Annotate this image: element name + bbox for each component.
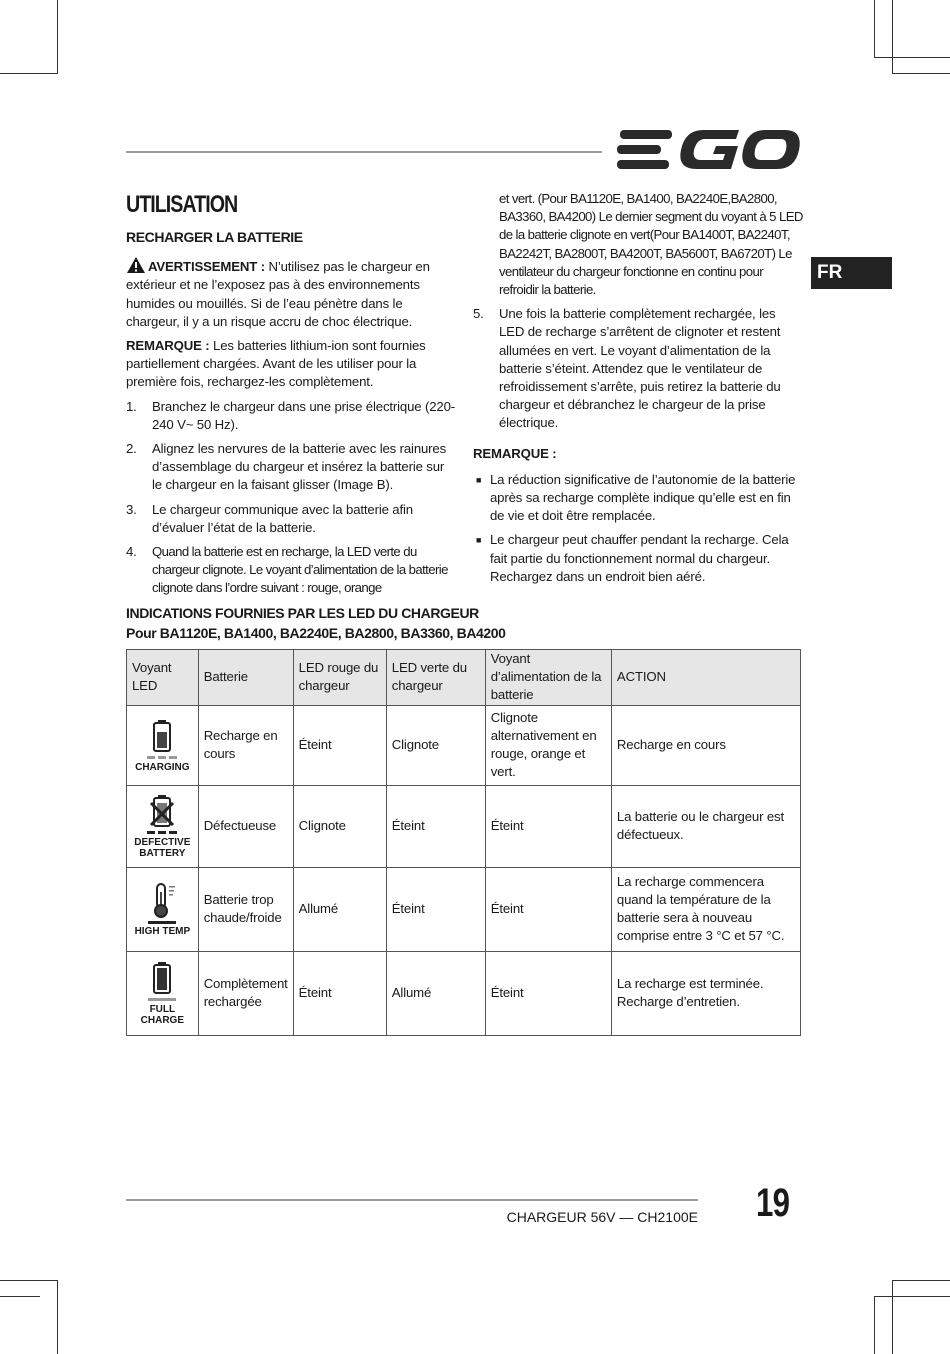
column-header: ACTION xyxy=(611,650,800,706)
notes-list xyxy=(473,471,803,586)
section-subtitle: RECHARGER LA BATTERIE xyxy=(126,229,303,245)
icon-label: DEFECTIVE BATTERY xyxy=(134,837,191,860)
crop-mark xyxy=(892,1280,950,1281)
footer-product: CHARGEUR 56V — CH2100E xyxy=(506,1209,698,1225)
warning-paragraph xyxy=(126,256,456,331)
warning-triangle-icon xyxy=(126,256,146,274)
icon-label: FULL CHARGE xyxy=(140,1004,185,1027)
crop-mark xyxy=(874,1296,875,1354)
high-temp-icon xyxy=(142,882,182,926)
crop-mark xyxy=(57,0,58,74)
page-number: 19 xyxy=(756,1181,790,1225)
language-tab: FR xyxy=(811,257,892,289)
list-item xyxy=(473,190,803,299)
crop-mark xyxy=(0,1280,58,1281)
remark-label: REMARQUE : xyxy=(126,338,210,354)
table-header-row xyxy=(127,650,801,706)
charging-icon xyxy=(142,718,182,762)
header-rule xyxy=(126,151,602,153)
section-title: UTILISATION xyxy=(126,191,238,218)
remark-label: REMARQUE : xyxy=(473,445,557,461)
step5-text: Une fois la batterie complètement rechargée, les LED de recharge s’arrêtent de clignoter et restent allumées en vert. Le voyant d’alimentation de la batterie s’éteint. Attendez que le ventilateur de refroidissement s’arrête, puis retirez la batterie du chargeur et débranchez le chargeur de la prise électrique. xyxy=(499,306,781,431)
crop-mark xyxy=(0,73,58,74)
list-item: 3. Le chargeur communique avec la batterie afin d’évaluer l’état de la batterie. xyxy=(126,501,413,535)
remark-paragraph xyxy=(126,337,456,392)
step4-continued: et vert. (Pour BA1120E, BA1400, BA2240E,BA2800, BA3360, BA4200) Le dernier segment du voyant à 5 LED de la batterie clignote en vert(Pour BA1400T, BA2240T, BA2242T, BA2800T, BA4200T, BA5600T, BA6720T) Le ventilateur du chargeur fonctionne en continu pour refroidir la batterie. xyxy=(499,191,803,298)
column-header: Voyant d’alimentation de la batterie xyxy=(485,650,611,706)
left-column xyxy=(126,190,456,604)
steps-list-continued xyxy=(473,190,803,433)
remark-text: Les batteries lithium-ion sont fournies partiellement chargées. Avant de les utiliser pour la première fois, rechargez-les complètement. xyxy=(126,338,426,390)
bullet-icon: ■ xyxy=(476,474,482,485)
steps-list xyxy=(126,398,456,598)
list-item: 4. Quand la batterie est en recharge, la LED verte du chargeur clignote. Le voyant d’alimentation de la batterie clignote dans l’ordre suivant : rouge, orange xyxy=(126,544,448,596)
right-column xyxy=(473,190,803,592)
crop-mark xyxy=(892,0,893,74)
crop-mark xyxy=(874,57,950,58)
table-row: HIGH TEMP Batterie trop chaude/froide Allumé Éteint Éteint La recharge commencera quand la température de la batterie sera à nouveau comprise entre 3 °C et 57 °C. xyxy=(127,867,801,951)
crop-mark xyxy=(892,1280,893,1354)
footer-rule xyxy=(126,1199,698,1201)
list-item: 2. Alignez les nervures de la batterie avec les rainures d’assemblage du chargeur et insérez la batterie sur le chargeur en la faisant glisser (Image B). xyxy=(126,441,447,493)
list-item: ■ Le chargeur peut chauffer pendant la recharge. Cela fait partie du fonctionnement normal du chargeur. Rechargez dans un endroit bien aéré. xyxy=(473,531,803,586)
table-row: DEFECTIVE BATTERY Défectueuse Clignote Éteint Éteint La batterie ou le chargeur est défectueux. xyxy=(127,785,801,867)
crop-mark xyxy=(874,0,875,58)
column-header: LED rouge du chargeur xyxy=(293,650,386,706)
defective-battery-icon xyxy=(142,793,182,837)
led-indications-table xyxy=(126,649,801,1036)
warning-text: N’utilisez pas le chargeur en extérieur et ne l’exposez pas à des environnements humides ou mouillés. Si de l’eau pénètre dans le chargeur, il y a un risque accru de choc électrique. xyxy=(126,259,430,329)
icon-label: HIGH TEMP xyxy=(134,925,191,937)
crop-mark xyxy=(57,1280,58,1354)
list-item: 5. Une fois la batterie complètement rechargée, les LED de recharge s’arrêtent de clignoter et restent allumées en vert. Le voyant d’alimentation de la batterie s’éteint. Attendez que le ventilateur de refroidissement s’arrête, puis retirez la batterie du chargeur et débranchez le chargeur de la prise électrique. xyxy=(473,305,803,432)
crop-mark xyxy=(0,1296,40,1297)
table-title: INDICATIONS FOURNIES PAR LES LED DU CHARGEUR Pour BA1120E, BA1400, BA2240E, BA2800, BA3360, BA4200 xyxy=(126,605,506,641)
list-item: 1. Branchez le chargeur dans une prise électrique (220-240 V~ 50 Hz). xyxy=(126,398,456,432)
table-row: FULL CHARGE Complètement rechargée Éteint Allumé Éteint La recharge est terminée. Recharge d’entretien. xyxy=(127,951,801,1035)
column-header: Batterie xyxy=(198,650,293,706)
crop-mark xyxy=(874,1296,950,1297)
crop-mark xyxy=(892,73,950,74)
column-header: Voyant LED xyxy=(127,650,199,706)
full-charge-icon xyxy=(142,960,182,1004)
table-row: CHARGING Recharge en cours Éteint Clignote Clignote alternativement en rouge, orange et vert. Recharge en cours xyxy=(127,705,801,785)
column-header: LED verte du chargeur xyxy=(386,650,485,706)
warning-label: AVERTISSEMENT : xyxy=(148,259,265,275)
ego-logo xyxy=(617,128,801,172)
icon-label: CHARGING xyxy=(135,761,190,773)
bullet-icon: ■ xyxy=(476,535,482,546)
list-item: ■ La réduction significative de l’autonomie de la batterie après sa recharge complète indique qu’elle est en fin de vie et doit être remplacée. xyxy=(473,471,803,526)
